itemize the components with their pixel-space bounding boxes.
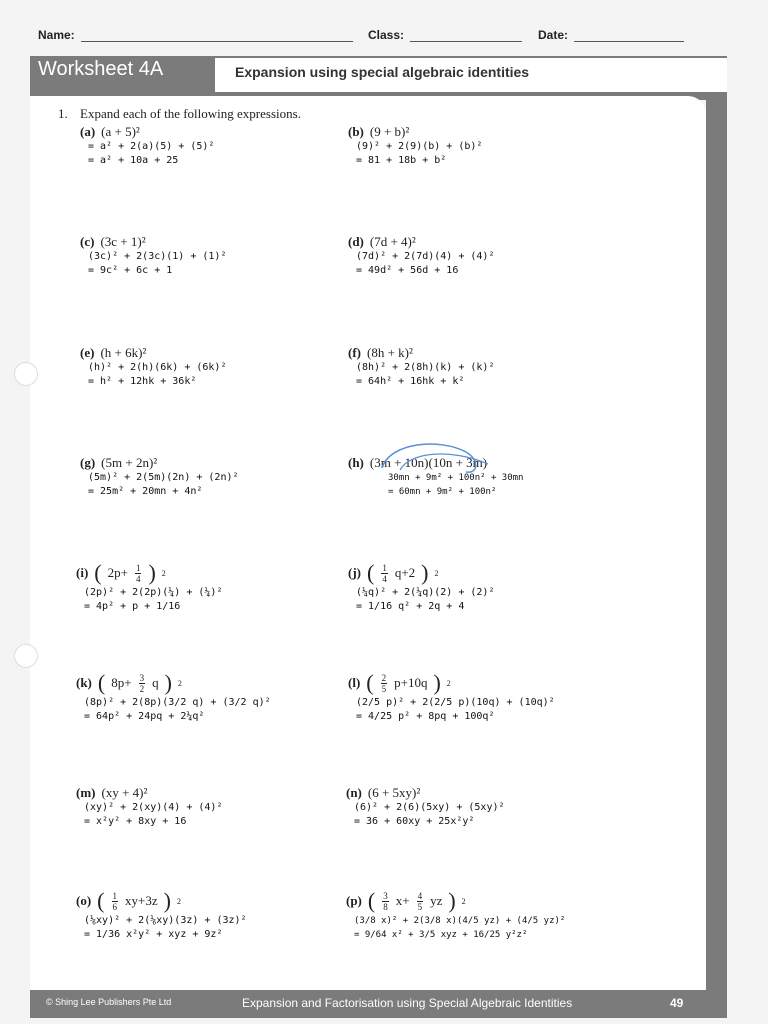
date-line <box>574 29 684 42</box>
fraction: $\frac{3}{2}$ <box>139 672 145 694</box>
work-line: (2p)² + 2(2p)(¼) + (¼)² <box>84 587 223 598</box>
name-label: Name: <box>38 28 75 42</box>
item-l: (l) ( $\frac{2}{5}$ p+10q ) 2 (2/5 p)² + 2(2/5 p)(10q) + (10q)² = 4/25 p² + 8pq + 100q² <box>348 670 658 724</box>
date-label: Date: <box>538 28 569 42</box>
fraction: $\frac{1}{6}$ <box>112 890 117 912</box>
work-line: (¼q)² + 2(¼q)(2) + (2)² <box>356 587 495 598</box>
work-line: = 60mn + 9m² + 100n² <box>388 487 497 497</box>
class-line <box>410 29 522 42</box>
header-fields <box>38 28 688 48</box>
name-field[interactable] <box>38 28 353 42</box>
work-line: (5m)² + 2(5m)(2n) + (2n)² <box>88 472 239 483</box>
item-f: (f) (8h + k)² (8h)² + 2(8h)(k) + (k)² = 64h² + 16hk + k² <box>348 345 658 389</box>
item-e: (e) (h + 6k)² (h)² + 2(h)(6k) + (6k)² = h² + 12hk + 36k² <box>80 345 390 389</box>
page-footer <box>30 990 727 1018</box>
date-field[interactable] <box>538 28 684 42</box>
item-b: (b) (9 + b)² (9)² + 2(9)(b) + (b)² = 81 + 18b + b² <box>348 124 658 168</box>
worksheet-subtitle: Expansion using special algebraic identities <box>235 64 530 80</box>
work-line: = 64p² + 24pq + 2¼q² <box>84 711 205 722</box>
item-o: (o) ( $\frac{1}{6}$ xy+3z ) 2 (⅙xy)² + 2(⅙xy)(3z) + (3z)² = 1/36 x²y² + xyz + 9z² <box>76 888 386 942</box>
work-line: = 64h² + 16hk + k² <box>356 376 465 387</box>
worksheet-content <box>30 96 706 990</box>
name-line <box>81 29 353 42</box>
work-line: = 81 + 18b + b² <box>356 155 447 166</box>
fraction: $\frac{3}{8}$ <box>383 890 388 912</box>
footer-title: Expansion and Factorisation using Special Algebraic Identities <box>242 996 573 1010</box>
item-j: (j) ( $\frac{1}{4}$ q+2 ) 2 (¼q)² + 2(¼q)(2) + (2)² = 1/16 q² + 2q + 4 <box>348 560 658 614</box>
worksheet-title: Worksheet 4A <box>38 58 164 80</box>
right-margin-bar <box>706 100 727 990</box>
work-line: = a² + 2(a)(5) + (5)² <box>88 141 215 152</box>
item-k: (k) ( 8p+ $\frac{3}{2}$ q ) 2 (8p)² + 2(8p)(3/2 q) + (3/2 q)² = 64p² + 24pq + 2¼q² <box>76 670 386 724</box>
binder-hole-bottom <box>14 644 38 668</box>
fraction: $\frac{4}{5}$ <box>417 890 423 912</box>
work-line: (⅙xy)² + 2(⅙xy)(3z) + (3z)² <box>84 915 247 926</box>
page-number: 49 <box>670 996 684 1010</box>
work-line: = h² + 12hk + 36k² <box>88 376 197 387</box>
work-line: (6)² + 2(6)(5xy) + (5xy)² <box>354 802 505 813</box>
work-line: (2/5 p)² + 2(2/5 p)(10q) + (10q)² <box>356 697 555 708</box>
work-line: (3/8 x)² + 2(3/8 x)(4/5 yz) + (4/5 yz)² <box>354 916 566 926</box>
work-line: = 1/16 q² + 2q + 4 <box>356 601 465 612</box>
work-line: = 1/36 x²y² + xyz + 9z² <box>84 929 223 940</box>
item-h: (h) (3m + 10n)(10n + 3m) 30mn + 9m² + 100n² + 30mn = 60mn + 9m² + 100n² <box>348 455 658 499</box>
work-line: (xy)² + 2(xy)(4) + (4)² <box>84 802 223 813</box>
work-line: (8p)² + 2(8p)(3/2 q) + (3/2 q)² <box>84 697 271 708</box>
item-g: (g) (5m + 2n)² (5m)² + 2(5m)(2n) + (2n)² = 25m² + 20mn + 4n² <box>80 455 390 499</box>
item-d: (d) (7d + 4)² (7d)² + 2(7d)(4) + (4)² = 49d² + 56d + 16 <box>348 234 658 278</box>
work-line: = 36 + 60xy + 25x²y² <box>354 816 475 827</box>
work-line: = a² + 10a + 25 <box>88 155 179 166</box>
question-prompt: Expand each of the following expressions. <box>80 106 301 121</box>
work-line: (8h)² + 2(8h)(k) + (k)² <box>356 362 495 373</box>
question-number: 1. <box>58 106 68 121</box>
item-c: (c) (3c + 1)² (3c)² + 2(3c)(1) + (1)² = 9c² + 6c + 1 <box>80 234 390 278</box>
work-line: = 25m² + 20mn + 4n² <box>88 486 203 497</box>
work-line: (9)² + 2(9)(b) + (b)² <box>356 141 483 152</box>
item-p: (p) ( $\frac{3}{8}$ x+ $\frac{4}{5}$ yz ) 2 (3/8 x)² + 2(3/8 x)(4/5 yz) + (4/5 yz)² = 9/64 x² + 3/5 xyz + 16/25 y²z² <box>346 888 656 942</box>
footer-copyright: © Shing Lee Publishers Pte Ltd <box>46 997 172 1007</box>
item-a: (a) (a + 5)² = a² + 2(a)(5) + (5)² = a² + 10a + 25 <box>80 124 390 168</box>
fraction: $\frac{1}{4}$ <box>382 562 387 584</box>
item-i: (i) ( 2p+ $\frac{1}{4}$ ) 2 (2p)² + 2(2p)(¼) + (¼)² = 4p² + p + 1/16 <box>76 560 386 614</box>
work-line: (7d)² + 2(7d)(4) + (4)² <box>356 251 495 262</box>
work-line: 30mn + 9m² + 100n² + 30mn <box>388 473 524 483</box>
item-n: (n) (6 + 5xy)² (6)² + 2(6)(5xy) + (5xy)² = 36 + 60xy + 25x²y² <box>346 785 656 829</box>
work-line: = 9/64 x² + 3/5 xyz + 16/25 y²z² <box>354 930 528 940</box>
fraction: $\frac{1}{4}$ <box>135 562 141 584</box>
blue-pen-annotation <box>370 438 500 482</box>
binder-hole-top <box>14 362 38 386</box>
class-label: Class: <box>368 28 405 42</box>
work-line: (h)² + 2(h)(6k) + (6k)² <box>88 362 227 373</box>
work-line: = x²y² + 8xy + 16 <box>84 816 187 827</box>
item-m: (m) (xy + 4)² (xy)² + 2(xy)(4) + (4)² = x²y² + 8xy + 16 <box>76 785 386 829</box>
arc-stroke <box>382 444 476 472</box>
work-line: = 4/25 p² + 8pq + 100q² <box>356 711 495 722</box>
work-line: = 9c² + 6c + 1 <box>88 265 173 276</box>
class-field[interactable] <box>368 28 522 42</box>
fraction: $\frac{2}{5}$ <box>381 672 387 694</box>
work-line: = 49d² + 56d + 16 <box>356 265 459 276</box>
work-line: (3c)² + 2(3c)(1) + (1)² <box>88 251 227 262</box>
work-line: = 4p² + p + 1/16 <box>84 601 181 612</box>
